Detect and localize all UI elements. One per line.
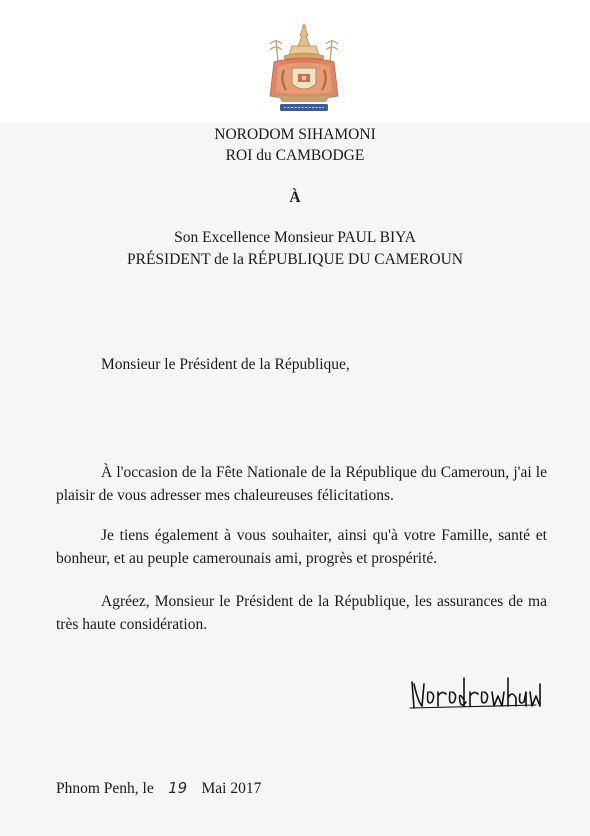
addressee-block — [0, 227, 590, 271]
sender-block — [0, 124, 590, 166]
handwritten-day: 19 — [168, 779, 188, 797]
to-mark: À — [289, 189, 301, 206]
paragraph-2: Je tiens également à vous souhaiter, ainsi qu'à votre Famille, santé et bonheur, et au peuple camerounais ami, progrès et prospérité. — [56, 527, 547, 567]
handwritten-signature-icon — [408, 672, 544, 714]
sender-name: NORODOM SIHAMONI — [214, 126, 376, 143]
addressee-name: Son Excellence Monsieur PAUL BIYA — [174, 229, 416, 246]
sender-title: ROI du CAMBODGE — [225, 147, 365, 164]
salutation: Monsieur le Président de la République, — [101, 356, 350, 373]
royal-arms-of-cambodia-icon — [262, 22, 346, 114]
month-year: Mai 2017 — [201, 780, 262, 797]
place-date-line — [56, 779, 261, 798]
paragraph-3: Agréez, Monsieur le Président de la République, les assurances de ma très haute considération. — [56, 593, 547, 633]
place-prefix: Phnom Penh, le — [56, 780, 154, 797]
addressee-title: PRÉSIDENT de la RÉPUBLIQUE DU CAMEROUN — [127, 251, 463, 268]
paragraph-1: À l'occasion de la Fête Nationale de la République du Cameroun, j'ai le plaisir de vous adresser mes chaleureuses félicitations. — [56, 464, 547, 504]
